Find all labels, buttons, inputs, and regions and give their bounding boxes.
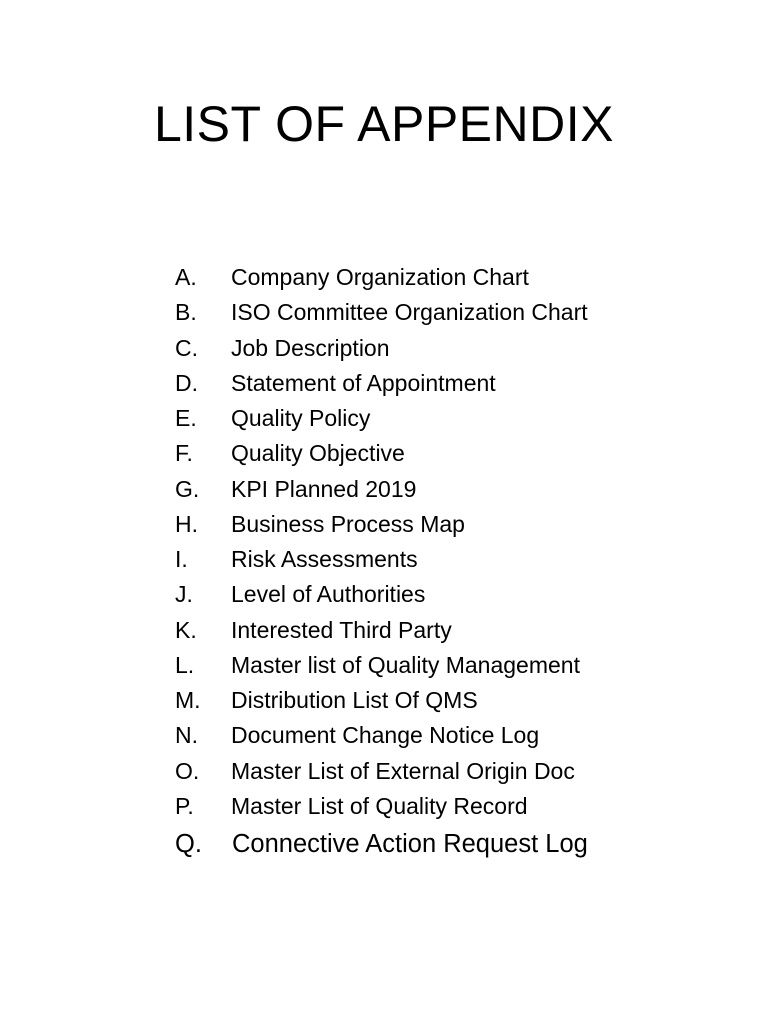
item-letter: L. — [175, 651, 195, 678]
list-item — [175, 367, 735, 402]
item-text: Job Description — [231, 334, 390, 361]
item-letter: O. — [175, 757, 200, 784]
item-text: Master List of External Origin Doc — [231, 757, 575, 784]
item-text: Master List of Quality Record — [231, 792, 528, 819]
item-letter: A. — [175, 264, 197, 290]
page-title: LIST OF APPENDIX — [153, 96, 614, 152]
item-text: ISO Committee Organization Chart — [231, 299, 588, 326]
list-item — [175, 261, 735, 296]
item-letter: J. — [175, 581, 193, 608]
list-item — [175, 755, 735, 790]
list-item — [175, 473, 735, 508]
list-item — [175, 614, 735, 649]
item-text: Quality Policy — [231, 405, 371, 431]
item-text: Document Change Notice Log — [231, 722, 540, 749]
item-text: Level of Authorities — [231, 581, 426, 608]
item-text: Risk Assessments — [231, 546, 418, 572]
item-text: Business Process Map — [231, 510, 465, 537]
item-letter: B. — [175, 299, 197, 326]
item-letter: P. — [175, 792, 194, 819]
item-letter: M. — [175, 687, 201, 713]
item-text: KPI Planned 2019 — [231, 475, 417, 502]
item-letter: N. — [175, 722, 198, 749]
list-item — [175, 402, 735, 437]
item-text: Quality Objective — [231, 440, 405, 467]
item-text: Interested Third Party — [231, 616, 452, 643]
list-item — [175, 684, 735, 719]
item-letter: C. — [175, 334, 198, 361]
item-text: Connective Action Request Log — [232, 830, 588, 858]
appendix-list — [175, 261, 735, 861]
item-letter: Q. — [175, 830, 202, 858]
item-letter: G. — [175, 475, 200, 502]
list-item — [175, 332, 735, 367]
list-item — [175, 826, 735, 861]
list-item — [175, 649, 735, 684]
item-text: Company Organization Chart — [231, 264, 529, 290]
item-letter: H. — [175, 510, 198, 537]
list-item — [175, 508, 735, 543]
item-text: Statement of Appointment — [231, 369, 496, 396]
list-item — [175, 719, 735, 754]
item-letter: I. — [175, 546, 188, 572]
item-letter: K. — [175, 616, 197, 643]
item-letter: F. — [175, 440, 193, 467]
item-text: Master list of Quality Management — [231, 651, 580, 678]
item-text: Distribution List Of QMS — [231, 687, 478, 713]
list-item — [175, 790, 735, 825]
list-item — [175, 543, 735, 578]
list-item — [175, 437, 735, 472]
list-item — [175, 578, 735, 613]
list-item — [175, 296, 735, 331]
item-letter: D. — [175, 369, 198, 396]
item-letter: E. — [175, 405, 197, 431]
